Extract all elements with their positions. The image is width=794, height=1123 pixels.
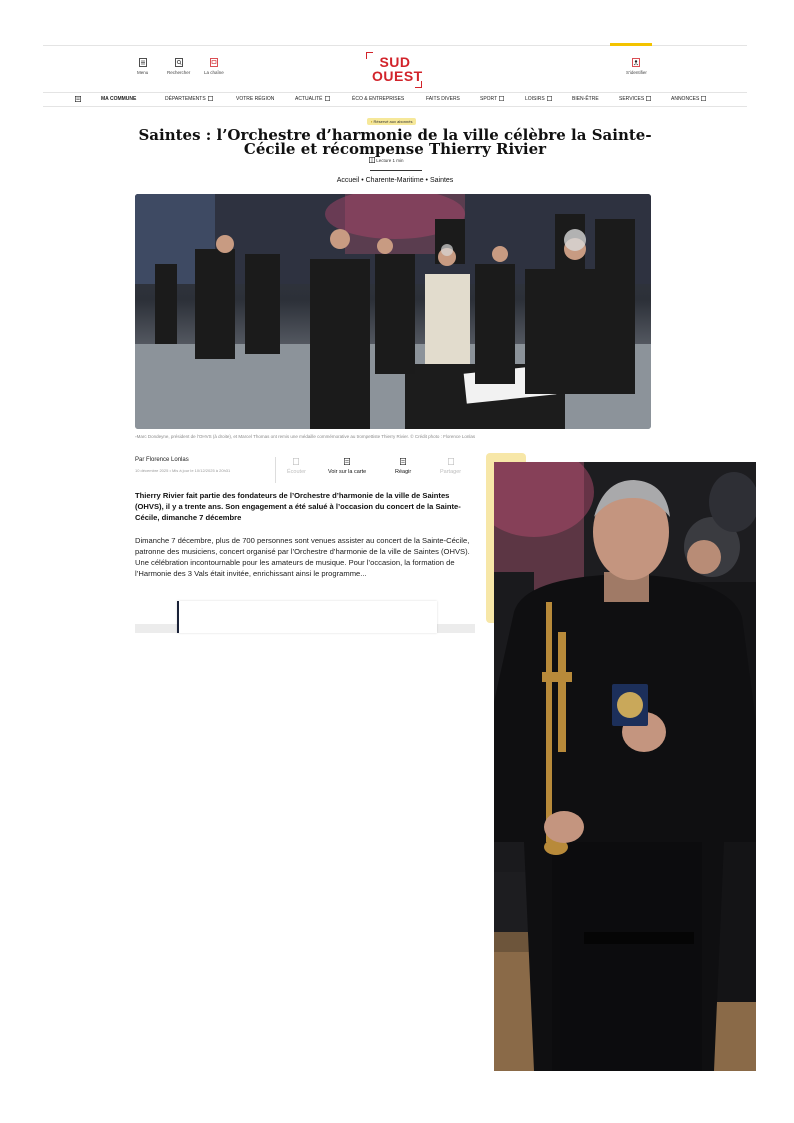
paywall-popup[interactable] [177, 601, 437, 633]
menu-label: Menu [137, 70, 149, 75]
article-title: Saintes : l’Orchestre d’harmonie de la ville célèbre la Sainte-Cécile et récompense Thierry Rivier [138, 126, 652, 158]
nav-item-faits-divers[interactable]: FAITS DIVERS [426, 96, 460, 102]
portrait-photo[interactable] [494, 462, 756, 1071]
nav-menu-toggle[interactable] [73, 96, 81, 103]
dropdown-icon [325, 96, 330, 101]
tv-channel-button[interactable] [204, 58, 224, 75]
book-icon [369, 157, 375, 163]
caption-image-icon: ▫ [135, 434, 137, 439]
reading-time [369, 157, 404, 163]
nav-item-label: LOISIRS [525, 96, 545, 102]
actions-divider [275, 457, 276, 483]
reading-time-underline [370, 170, 422, 171]
menu-icon [139, 58, 147, 67]
portrait-photo-illustration [494, 462, 756, 1071]
nav-item-votre-region[interactable]: VOTRE RÉGION [236, 96, 275, 102]
author-name[interactable]: Par Florence Lonlas [135, 457, 189, 463]
breadcrumb-saintes[interactable]: Saintes [429, 177, 454, 184]
nav-item-bien-etre[interactable]: BIEN-ÊTRE [572, 96, 599, 102]
react-button[interactable] [395, 458, 411, 475]
subscribe-accent-bar [610, 43, 652, 46]
share-label: Partager [440, 469, 462, 475]
login-button[interactable] [626, 58, 647, 75]
grid-icon [75, 96, 81, 102]
nav-item-sport[interactable] [480, 96, 504, 102]
nav-bottom-divider [43, 106, 747, 107]
logo-line-2: OUEST [372, 68, 423, 84]
subscriber-badge-label: Réservé aux abonnés [373, 119, 413, 124]
dropdown-icon [208, 96, 213, 101]
dropdown-icon [646, 96, 651, 101]
map-icon [344, 458, 350, 465]
dropdown-icon [547, 96, 552, 101]
tv-channel-label: La chaîne [204, 70, 224, 75]
nav-item-label: DÉPARTEMENTS [165, 96, 206, 102]
view-on-map-label: Voir sur la carte [328, 469, 367, 475]
reading-time-label: Lecture 1 min [376, 158, 404, 163]
caption-text: Marc Dondeyne, président de l’OHVS (à droite), et Marcel Thomas ont remis une médaille commémorative au trompettiste Thierry Rivier. © Crédit photo : Florence Lonlas [136, 434, 476, 439]
menu-button[interactable] [137, 58, 148, 75]
publish-dates: 10 décembre 2025 • Mis à jour le 10/12/2025 à 20h31 [135, 468, 231, 473]
breadcrumb-separator: • [361, 177, 366, 184]
nav-item-label: ACTUALITÉ [295, 96, 323, 102]
nav-item-label: SERVICES [619, 96, 645, 102]
search-button[interactable] [167, 58, 190, 75]
dropdown-icon [499, 96, 504, 101]
article-photo[interactable] [135, 194, 651, 429]
nav-top-divider [43, 92, 747, 93]
photo-caption [135, 434, 651, 439]
breadcrumb-accueil[interactable]: Accueil [336, 177, 360, 184]
nav-item-actualite[interactable] [295, 96, 330, 102]
nav-item-ma-commune[interactable]: MA COMMUNE [101, 96, 137, 102]
nav-item-label: SPORT [480, 96, 498, 102]
subscriber-badge [367, 118, 416, 125]
headphones-icon [293, 458, 299, 465]
nav-item-services[interactable] [619, 96, 651, 102]
breadcrumb-separator: • [425, 177, 430, 184]
listen-label: Écouter [287, 469, 306, 475]
listen-button[interactable] [287, 458, 306, 475]
comment-icon [400, 458, 406, 465]
nav-item-eco-entreprises[interactable]: ÉCO & ENTREPRISES [352, 96, 405, 102]
nav-item-label: ANNONCES [671, 96, 700, 102]
dropdown-icon [701, 96, 706, 101]
main-navigation [43, 95, 747, 105]
logo-line-1: SUD [379, 54, 411, 70]
lock-icon: ▪ [371, 119, 374, 124]
nav-item-annonces[interactable] [671, 96, 706, 102]
sud-ouest-logo[interactable] [364, 52, 424, 88]
share-button[interactable] [440, 458, 461, 475]
tv-icon [210, 58, 218, 67]
article-lead: Thierry Rivier fait partie des fondateurs de l’Orchestre d’harmonie de la ville de Saintes (OHVS), il y a trente ans. Son engagement a été salué à l’occasion du concert de la Sainte-Cécile, dimanche 7 décembre [135, 491, 461, 522]
nav-item-loisirs[interactable] [525, 96, 552, 102]
breadcrumb [250, 177, 540, 184]
login-label: S'identifier [626, 70, 647, 75]
article-body: Dimanche 7 décembre, plus de 700 personnes sont venues assister au concert de la Sainte-Cécile, patronne des musiciens, concert organisé par l’Orchestre d’harmonie de la ville de Saintes (OHVS). Une célébration incontournable pour les amateurs de musique. Pour l’occasion, la formation de l’Harmonie des 3 Vals était invitée, enrichissant ainsi le programme... [135, 536, 470, 578]
share-icon [448, 458, 454, 465]
react-label: Réagir [395, 469, 412, 475]
view-on-map-button[interactable] [328, 458, 366, 475]
search-label: Rechercher [167, 70, 191, 75]
nav-item-departements[interactable] [165, 96, 213, 102]
breadcrumb-charente-maritime[interactable]: Charente-Maritime [365, 177, 424, 184]
orchestra-photo-illustration [135, 194, 651, 429]
search-icon [175, 58, 183, 67]
user-icon [632, 58, 640, 67]
